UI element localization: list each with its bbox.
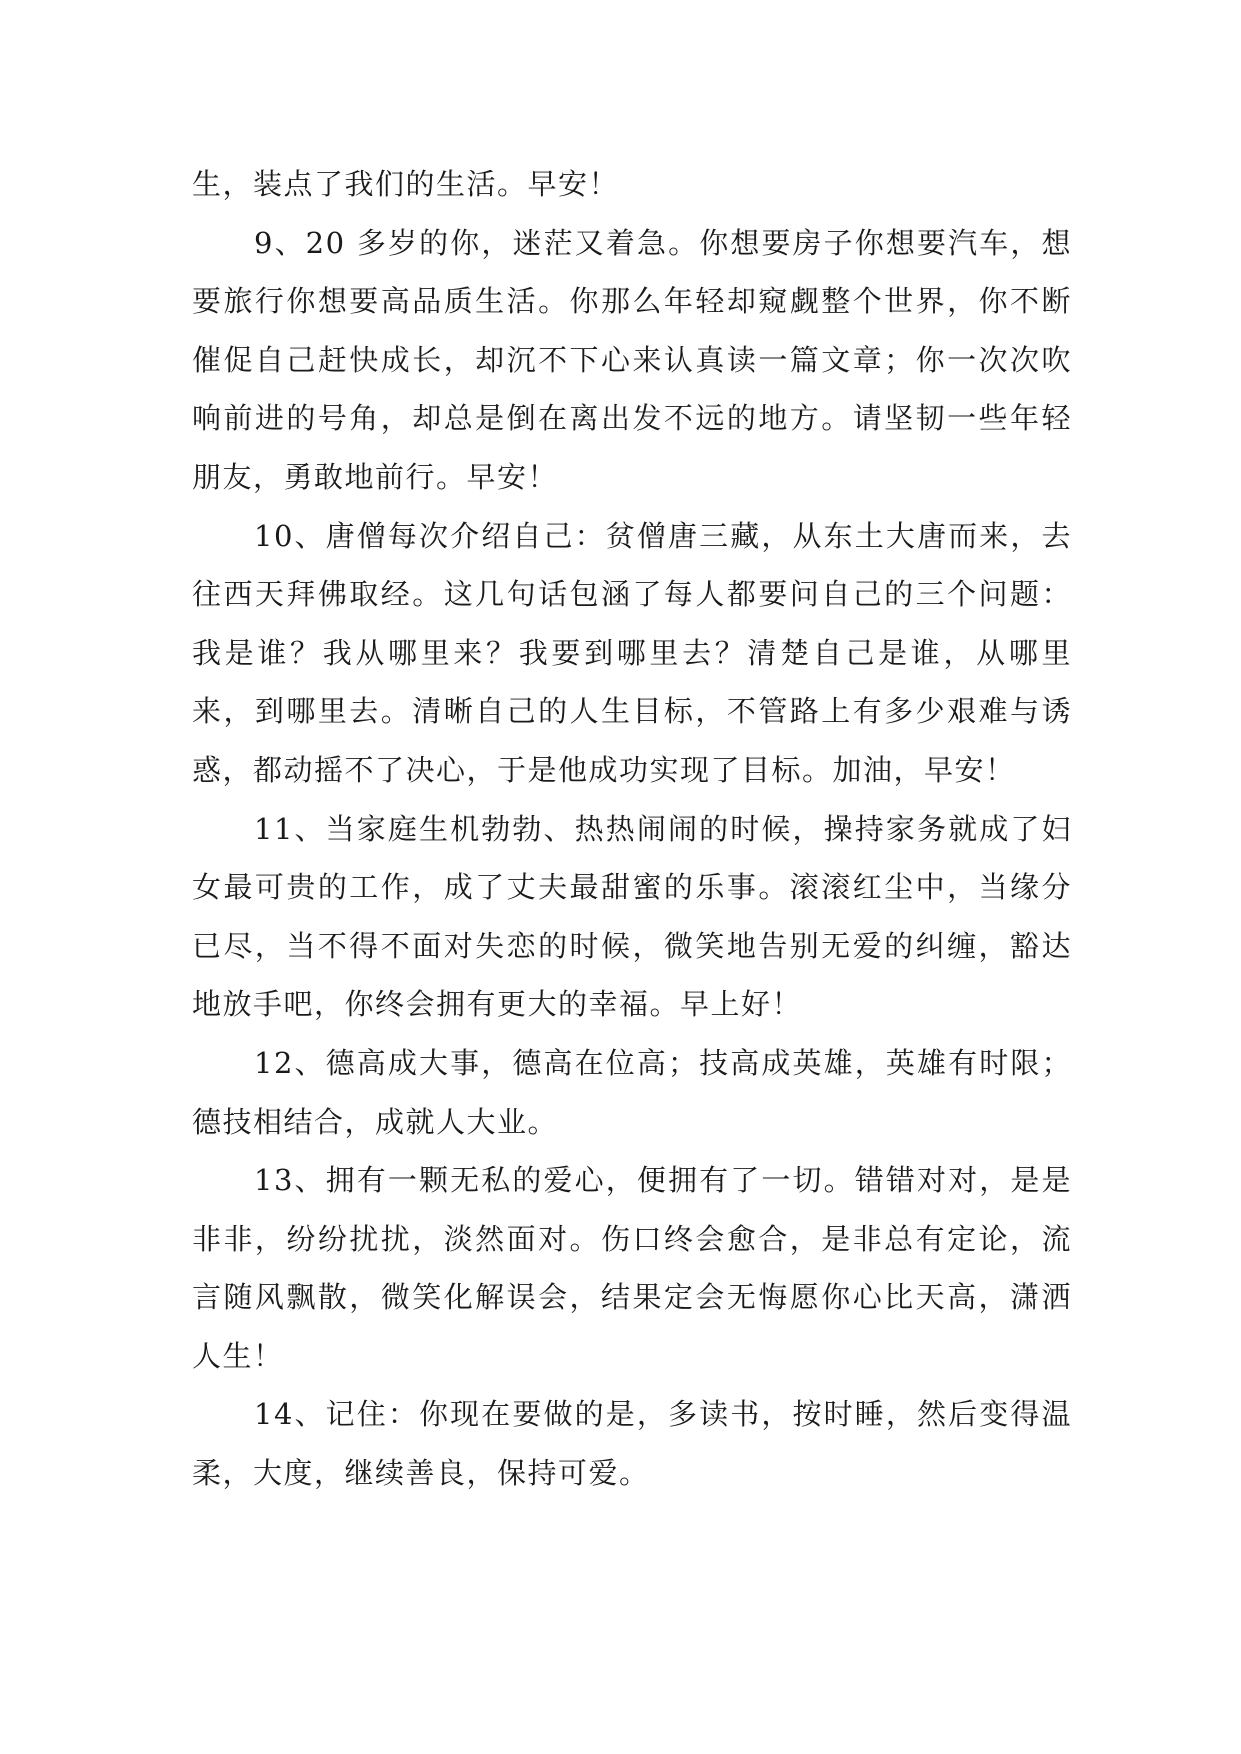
paragraph-item-11: 11、当家庭生机勃勃、热热闹闹的时候，操持家务就成了妇女最可贵的工作，成了丈夫最甜蜜的乐事。滚滚红尘中，当缘分已尽，当不得不面对失恋的时候，微笑地告别无爱的纠缠，豁达地放手吧，你终会拥有更大的幸福。早上好！ bbox=[192, 811, 1072, 1022]
paragraph-item-13: 13、拥有一颗无私的爱心，便拥有了一切。错错对对，是是非非，纷纷扰扰，淡然面对。伤口终会愈合，是非总有定论，流言随风飘散，微笑化解误会，结果定会无悔愿你心比天高，潇洒人生！ bbox=[192, 1163, 1072, 1373]
paragraph-continuation: 生，装点了我们的生活。早安！ bbox=[192, 167, 620, 201]
paragraph-item-10: 10、唐僧每次介绍自己：贫僧唐三藏，从东土大唐而来，去往西天拜佛取经。这几句话包涵了每人都要问自己的三个问题：我是谁？我从哪里来？我要到哪里去？清楚自己是谁，从哪里来，到哪里去。清晰自己的人生目标，不管路上有多少艰难与诱惑，都动摇不了决心，于是他成功实现了目标。加油，早安！ bbox=[192, 518, 1072, 787]
paragraph-item-9: 9、20 多岁的你，迷茫又着急。你想要房子你想要汽车，想要旅行你想要高品质生活。你那么年轻却窥觑整个世界，你不断催促自己赶快成长，却沉不下心来认真读一篇文章；你一次次吹响前进的号角，却总是倒在离出发不远的地方。请坚韧一些年轻朋友，勇敢地前行。早安！ bbox=[192, 225, 1072, 494]
document-body bbox=[192, 155, 1072, 1503]
paragraph-item-14: 14、记住：你现在要做的是，多读书，按时睡，然后变得温柔，大度，继续善良，保持可爱。 bbox=[192, 1397, 1072, 1491]
paragraph-item-12: 12、德高成大事，德高在位高；技高成英雄，英雄有时限；德技相结合，成就人大业。 bbox=[192, 1045, 1072, 1139]
